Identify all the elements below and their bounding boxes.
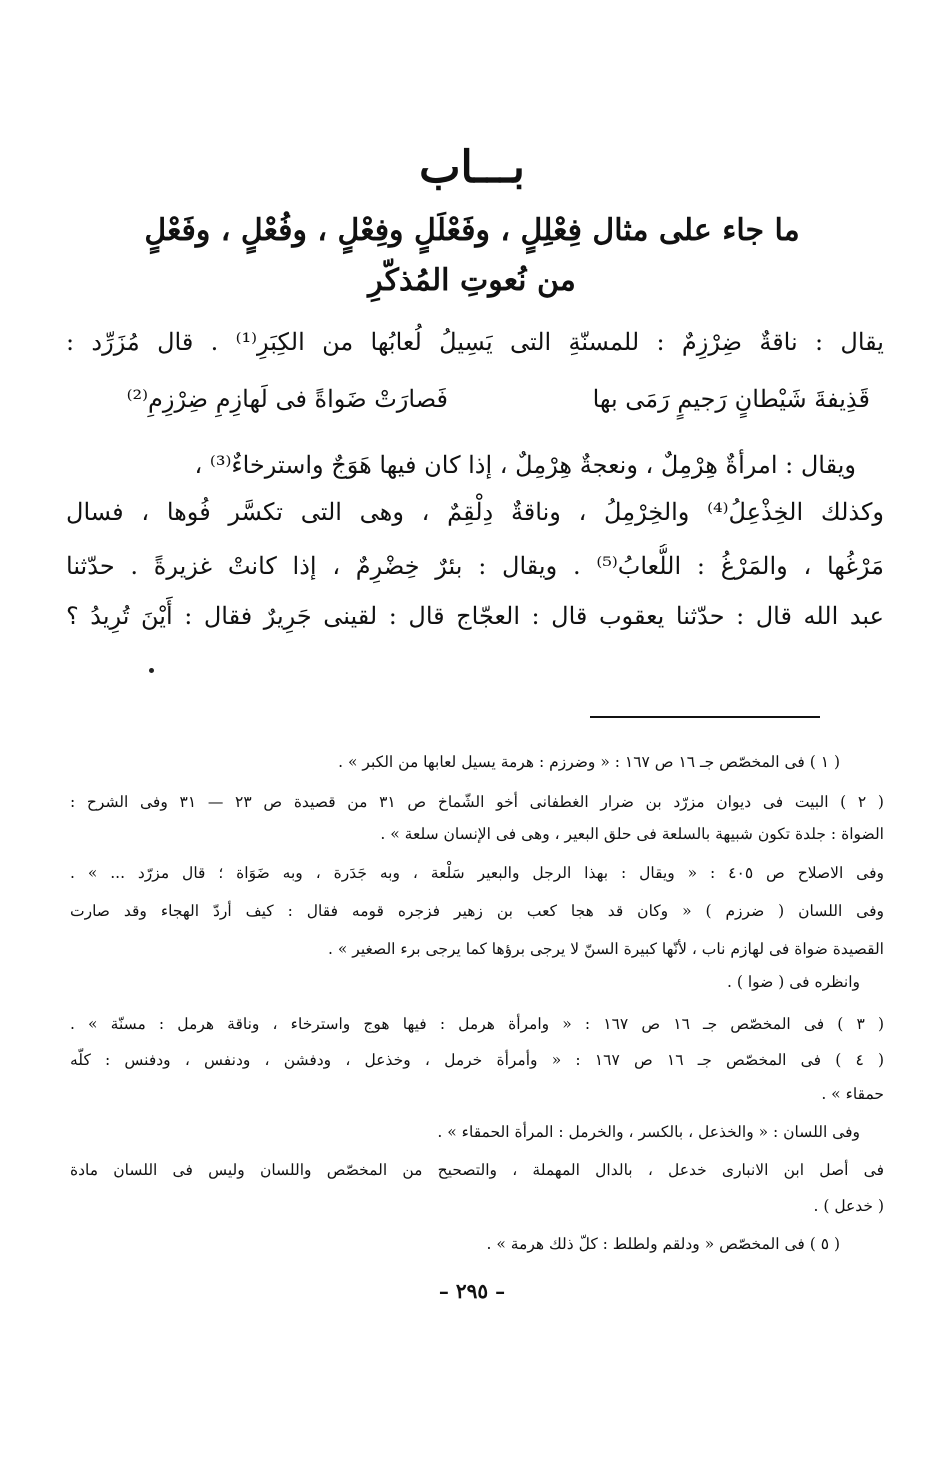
footnote-line: ( ٥ ) فى المخصّص « ودلقم ولطلط : كلّ ذلك هرمة » .	[486, 1235, 840, 1253]
chapter-title-line-2: من نُعوتِ المُذكّرِ	[368, 263, 576, 298]
stray-ink-dot	[149, 668, 154, 673]
chapter-title-line-1: ما جاء على مثال فِعْلِلٍ ، وفَعْلَلٍ وفِعْلٍ ، وفُعْلٍ ، وفَعْلٍ	[144, 213, 800, 248]
footnote-line: ( ٤ ) فى المخصّص جـ ١٦ ص ١٦٧ : « وأمرأة خرمل ، وخذعل ، ودفشن ، ودنفس ، ودفنس : كلّه	[70, 1051, 884, 1069]
footnote-line: وانظره فى ( ضوا ) .	[727, 973, 860, 991]
footnote-line: فى أصل ابن الانبارى خدعل ، بالدال المهملة ، والتصحيح من المخصّص واللسان وليس فى اللسان مادة	[70, 1161, 884, 1179]
body-line: مَرْغُها ، والمَرْغُ : اللُّعابُ⁽⁵⁾ . ويقال : بئرٌ خِضْرِمٌ ، إذا كانتْ غزيرةً . حدّثنا	[66, 552, 884, 580]
footnote-line: وفى الاصلاح ص ٤٠٥ : « ويقال : بهذا الرجل والبعير سَلْعة ، وبه جَدَرة ، وبه ضَوَاة ؛ قال مزرّد ... » .	[70, 864, 884, 882]
verse-first-hemistich: قَذِيفةَ شَيْطانٍ رَجيمٍ رَمَى بها	[592, 385, 870, 413]
body-line: عبد الله قال : حدّثنا يعقوب قال : العجّاج قال : لقينى جَرِيرٌ فقال : أَيْنَ تُرِيدُ ؟	[66, 602, 884, 630]
footnote-line: وفى اللسان ( ضرزم ) « وكان قد هجا كعب بن زهير فزجره قومه فقال : كيف أردّ الهجاء وقد صارت	[70, 902, 884, 920]
body-line: ويقال : امرأةٌ هِرْمِلٌ ، ونعجةٌ هِرْمِلٌ ، إذا كان فيها هَوَجٌ واسترخاءٌ⁽³⁾ ،	[194, 451, 856, 479]
footnote-line: ( ١ ) فى المخصّص جـ ١٦ ص ١٦٧ : « وضرزم : هرمة يسيل لعابها من الكبر » .	[338, 753, 840, 771]
body-line: يقال : ناقةٌ ضِرْزِمٌ : للمسنّةِ التى يَسِيلُ لُعابُها من الكِبَرِ⁽¹⁾ . قال مُزَرِّد :	[66, 328, 884, 356]
verse-second-hemistich: فَصارَتْ ضَواةً فى لَهازِمِ ضِرْزِمِ⁽²⁾	[126, 385, 448, 413]
footnote-line: ( ٢ ) البيت فى ديوان مزرّد بن ضرار الغطفانى أخو الشّماخ ص ٣١ من قصيدة ص ٢٣ — ٣١ وفى الشرح :	[70, 793, 884, 811]
footnote-line: القصيدة ضواة فى لهازم ناب ، لأنّها كبيرة السنّ لا يرجى برؤها كما يرجى برء الصغير » .	[328, 940, 884, 958]
footnote-line: ( ٣ ) فى المخصّص جـ ١٦ ص ١٦٧ : « وامرأة هرمل : فيها هوج واسترخاء ، وناقة هرمل : مسنّة » .	[70, 1015, 884, 1033]
footnote-line: حمقاء » .	[821, 1085, 884, 1103]
body-line: وكذلك الخِذْعِلُ⁽⁴⁾ والخِرْمِلُ ، وناقةٌ دِلْقِمٌ ، وهى التى تكسَّر فُوها ، فسال	[66, 498, 884, 526]
footnote-separator	[590, 716, 820, 718]
chapter-heading: بـــاب	[419, 142, 525, 193]
footnote-line: ( خدعل ) .	[813, 1197, 884, 1215]
footnote-line: وفى اللسان : « والخذعل ، بالكسر ، والخرمل : المرأة الحمقاء » .	[437, 1123, 860, 1141]
page-number: – ٢٩٥ –	[438, 1279, 506, 1303]
footnote-line: الضواة : جلدة تكون شبيهة بالسلعة فى حلق البعير ، وهى فى الإنسان سلعة » .	[380, 825, 884, 843]
